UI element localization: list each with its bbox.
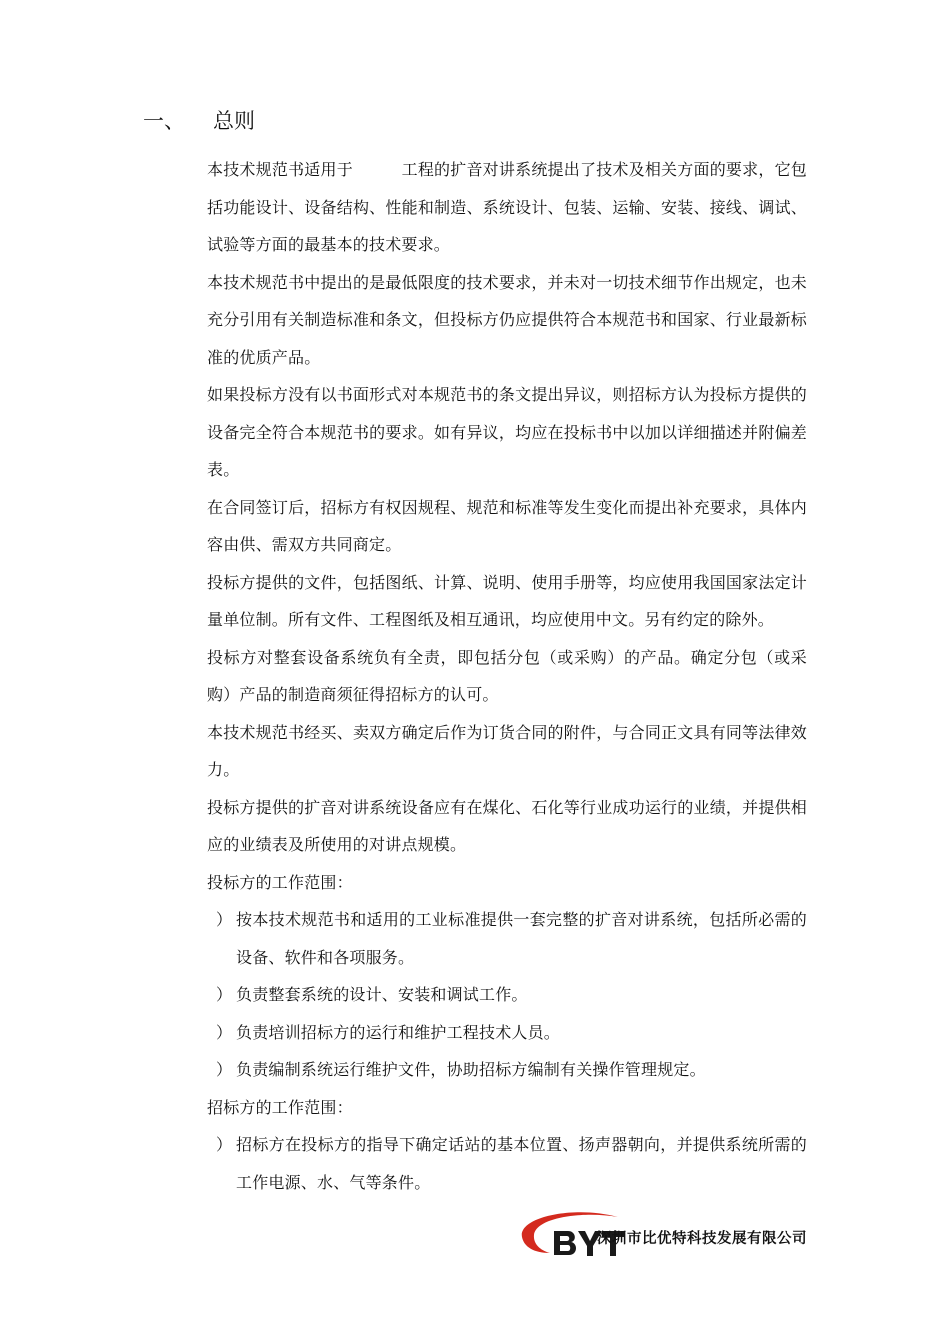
logo-letter-b — [554, 1231, 576, 1255]
bidder-scope-title: 投标方的工作范围： — [207, 872, 353, 892]
list-item — [207, 901, 807, 976]
section-title: 总则 — [213, 109, 255, 133]
section-heading — [143, 106, 255, 136]
list-marker: ） — [216, 985, 233, 1004]
list-item — [207, 976, 807, 1014]
list-marker: ） — [216, 1135, 233, 1154]
list-item-text: 招标方在投标方的指导下确定话站的基本位置、扬声器朝向，并提供系统所需的工作电源、水、气等条件。 — [236, 1135, 807, 1192]
paragraph: 本技术规范书适用于 工程的扩音对讲系统提出了技术及相关方面的要求，它包括功能设计、设备结构、性能和制造、系统设计、包装、运输、安装、接线、调试、试验等方面的最基本的技术要求。 — [207, 160, 807, 254]
list-item-text: 按本技术规范书和适用的工业标准提供一套完整的扩音对讲系统，包括所必需的设备、软件和各项服务。 — [236, 910, 807, 967]
paragraph: 如果投标方没有以书面形式对本规范书的条文提出异议，则招标方认为投标方提供的设备完全符合本规范书的要求。如有异议，均应在投标书中以加以详细描述并附偏差表。 — [207, 385, 807, 479]
list-marker: ） — [216, 1022, 233, 1042]
tenderer-scope-title: 招标方的工作范围： — [207, 1097, 353, 1117]
list-item-text: 负责整套系统的设计、安装和调试工作。 — [236, 985, 528, 1004]
list-item-text: 负责培训招标方的运行和维护工程技术人员。 — [236, 1022, 561, 1042]
company-name: 深圳市比优特科技发展有限公司 — [597, 1231, 807, 1247]
paragraph: 投标方对整套设备系统负有全责，即包括分包（或采购）的产品。确定分包（或采购）产品的制造商须征得招标方的认可。 — [207, 647, 807, 704]
list-item — [207, 1051, 807, 1089]
paragraph: 投标方提供的扩音对讲系统设备应有在煤化、石化等行业成功运行的业绩，并提供相应的业绩表及所使用的对讲点规模。 — [207, 797, 807, 854]
paragraph: 本技术规范书经买、卖双方确定后作为订货合同的附件，与合同正文具有同等法律效力。 — [207, 722, 807, 779]
paragraph: 本技术规范书中提出的是最低限度的技术要求，并未对一切技术细节作出规定，也未充分引用有关制造标准和条文，但投标方仍应提供符合本规范书和国家、行业最新标准的优质产品。 — [207, 272, 807, 367]
paragraph: 投标方提供的文件，包括图纸、计算、说明、使用手册等，均应使用我国国家法定计量单位制。所有文件、工程图纸及相互通讯，均应使用中文。另有约定的除外。 — [207, 572, 807, 629]
list-item — [207, 1014, 807, 1052]
document-body — [207, 151, 807, 1201]
list-item-text: 负责编制系统运行维护文件，协助招标方编制有关操作管理规定。 — [236, 1060, 706, 1079]
page-footer — [514, 1207, 844, 1267]
list-marker: ） — [216, 910, 233, 929]
list-marker: ） — [216, 1060, 233, 1079]
paragraph: 在合同签订后，招标方有权因规程、规范和标准等发生变化而提出补充要求，具体内容由供、需双方共同商定。 — [207, 497, 807, 554]
section-number: 一、 — [143, 109, 185, 133]
list-item — [207, 1126, 807, 1201]
